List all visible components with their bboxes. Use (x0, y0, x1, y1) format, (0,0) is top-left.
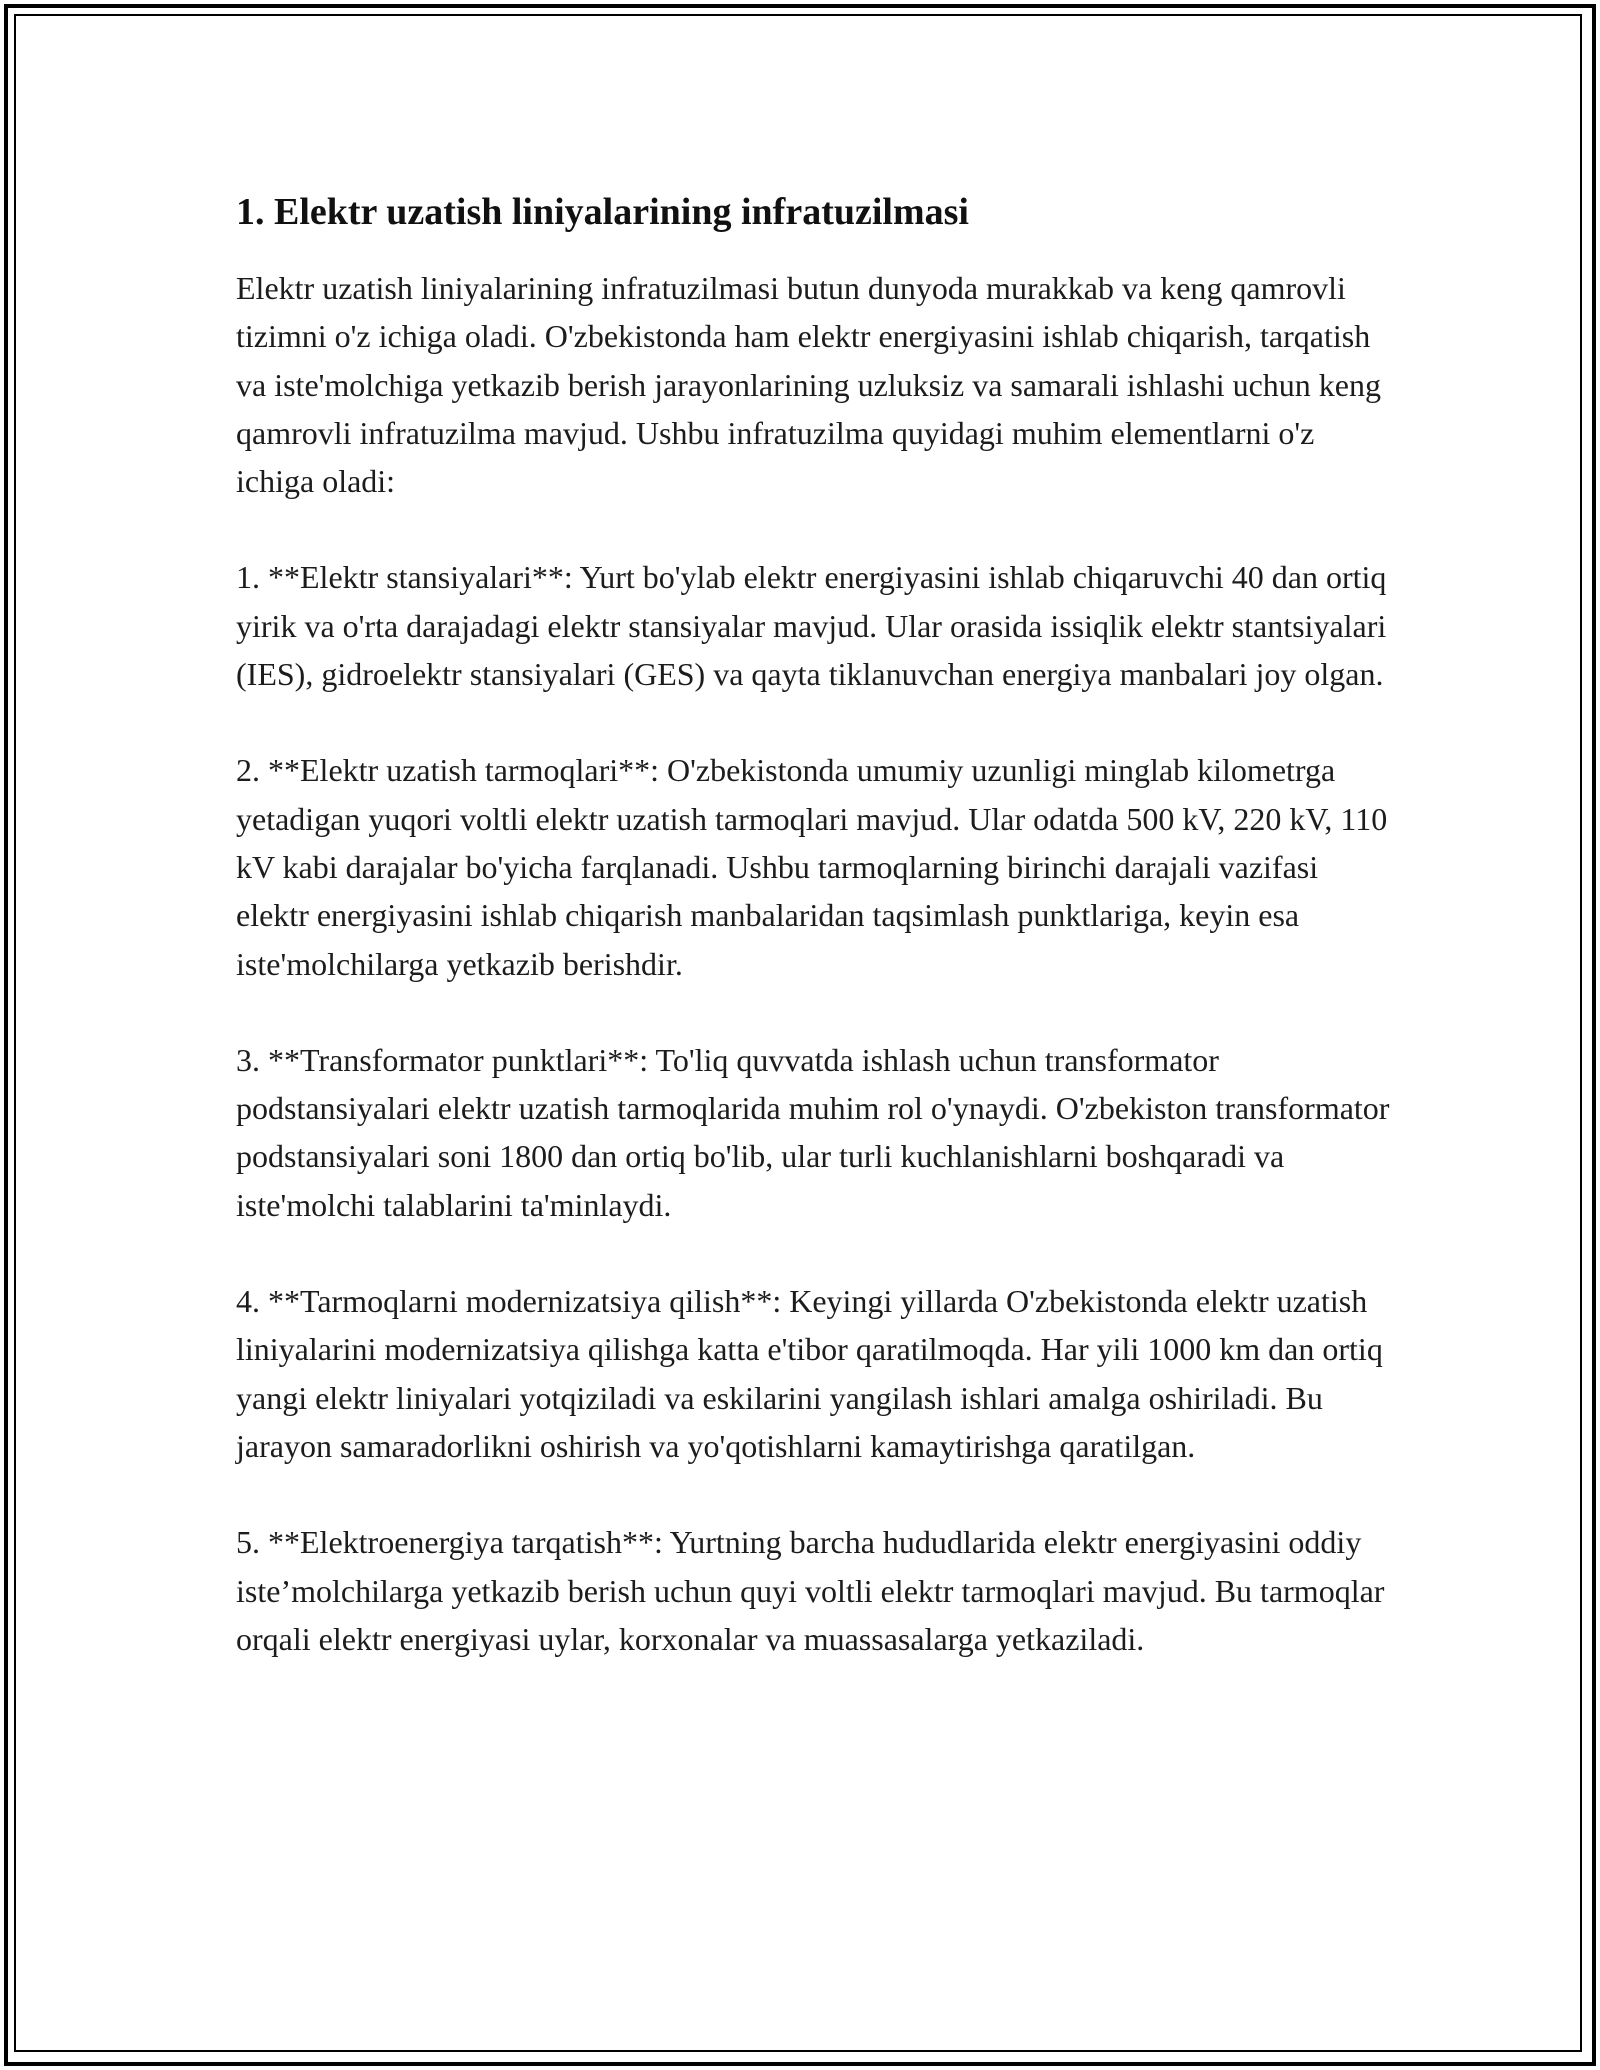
intro-paragraph: Elektr uzatish liniyalarining infratuzilmasi butun dunyoda murakkab va keng qamrovli tizimni o'z ichiga oladi. O'zbekistonda ham elektr energiyasini ishlab chiqarish, tarqatish va iste'molchiga yetkazib berish jarayonlarining uzluksiz va samarali ishlashi uchun keng qamrovli infratuzilma mavjud. Ushbu infratuzilma quyidagi muhim elementlarni o'z ichiga oladi: (236, 270, 1381, 500)
list-item-transmission-networks: 2. **Elektr uzatish tarmoqlari**: O'zbekistonda umumiy uzunligi minglab kilometrga yetadigan yuqori voltli elektr uzatish tarmoqlari mavjud. Ular odatda 500 kV, 220 kV, 110 kV kabi darajalar bo'yicha farqlanadi. Ushbu tarmoqlarning birinchi darajali vazifasi elektr energiyasini ishlab chiqarish manbalaridan taqsimlash punktlariga, keyin esa iste'molchilarga yetkazib berishdir. (236, 752, 1388, 982)
list-item-energy-distribution: 5. **Elektroenergiya tarqatish**: Yurtning barcha hududlarida elektr energiyasini oddiy iste’molchilarga yetkazib berish uchun quyi voltli elektr tarmoqlari mavjud. Bu tarmoqlar orqali elektr energiyasi uylar, korxonalar va muassasalarga yetkaziladi. (236, 1524, 1385, 1657)
page-title: 1. Elektr uzatish liniyalarining infratuzilmasi (236, 191, 969, 233)
document-body (236, 186, 1396, 1711)
list-item-power-stations: 1. **Elektr stansiyalari**: Yurt bo'ylab elektr energiyasini ishlab chiqaruvchi 40 dan ortiq yirik va o'rta darajadagi elektr stansiyalar mavjud. Ular orasida issiqlik elektr stantsiyalari (IES), gidroelektr stansiyalari (GES) va qayta tiklanuvchan energiya manbalari joy olgan. (236, 559, 1387, 693)
list-item-network-modernization: 4. **Tarmoqlarni modernizatsiya qilish**: Keyingi yillarda O'zbekistonda elektr uzatish liniyalarini modernizatsiya qilishga katta e'tibor qaratilmoqda. Har yili 1000 km dan ortiq yangi elektr liniyalari yotqiziladi va eskilarini yangilash ishlari amalga oshiriladi. Bu jarayon samaradorlikni oshirish va yo'qotishlarni kamaytirishga qaratilgan. (236, 1283, 1383, 1464)
list-item-transformer-points: 3. **Transformator punktlari**: To'liq quvvatda ishlash uchun transformator podstansiyalari elektr uzatish tarmoqlarida muhim rol o'ynaydi. O'zbekiston transformator podstansiyalari soni 1800 dan ortiq bo'lib, ular turli kuchlanishlarni boshqaradi va iste'molchi talablarini ta'minlaydi. (236, 1041, 1390, 1223)
